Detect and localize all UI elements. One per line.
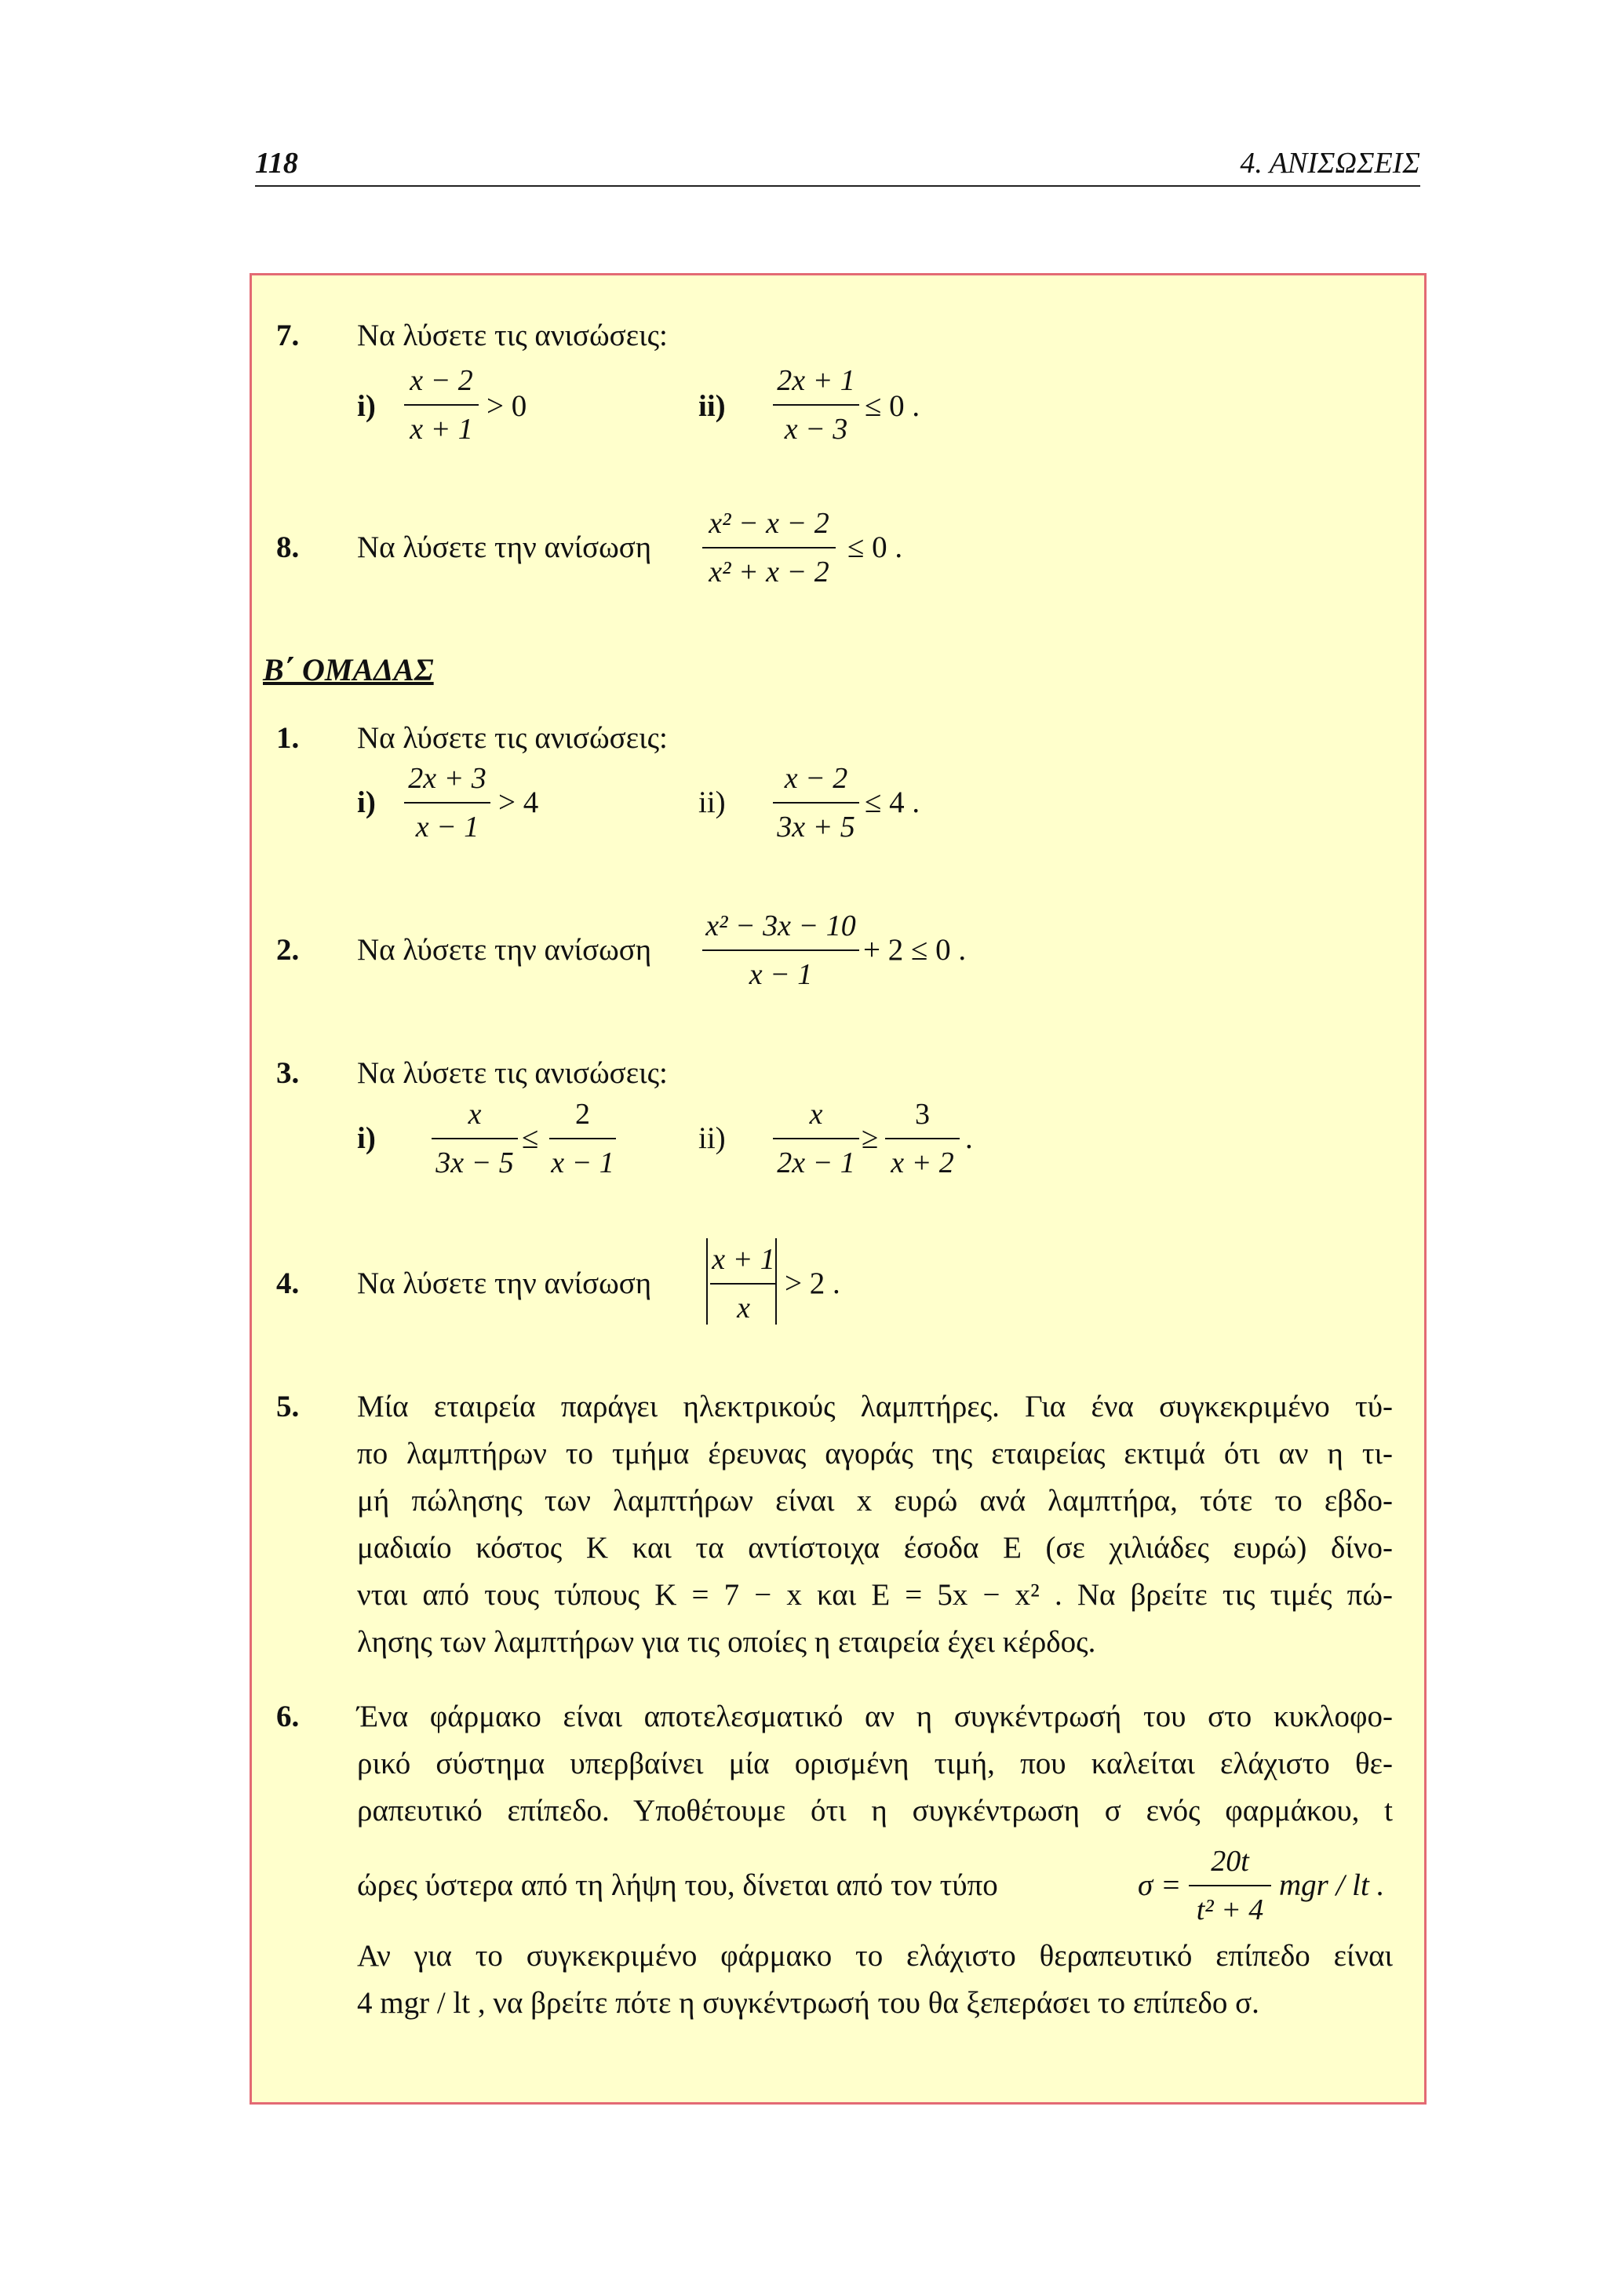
exercise-number: 5. [276,1390,300,1423]
fraction-numerator: x [809,1098,823,1131]
exercise-prompt: Να λύσετε τις ανισώσεις: [357,1056,668,1090]
fraction-numerator: 2x + 1 [777,364,855,397]
page-header [255,146,1420,187]
fraction [702,506,836,596]
fraction [710,1242,777,1332]
fraction-numerator: x [468,1098,482,1131]
text-line: 4 mgr / lt , να βρείτε πότε η συγκέντρωσή του θα ξεπεράσει το επίπεδο σ. [357,1986,1259,2020]
chapter-title: 4. ΑΝΙΣΩΣΕΙΣ [1240,147,1420,180]
text-line: μαδιαίο κόστος K και τα αντίστοιχα έσοδα E (σε χιλιάδες ευρώ) δίνο- [357,1531,1393,1565]
exercise-text [357,1389,1393,1671]
fraction [1189,1844,1271,1934]
absolute-value-bar-right [775,1238,777,1325]
relation: ≥ [862,1121,879,1155]
fraction-denominator: 2x − 1 [777,1146,855,1179]
part-label: ii) [698,1121,726,1155]
fraction-numerator: 2 [575,1098,590,1131]
exercise-prompt: Να λύσετε τις ανισώσεις: [357,319,668,352]
fraction-denominator: x − 1 [749,958,813,991]
exercise-prompt: Να λύσετε την ανίσωση [357,1266,652,1300]
fraction-denominator: x − 1 [415,811,479,844]
fraction-numerator: x − 2 [410,364,473,397]
fraction-denominator: x² + x − 2 [709,556,829,589]
relation: ≤ [522,1121,539,1155]
fraction [404,363,479,454]
fraction-denominator: x + 1 [410,413,473,446]
part-label: i) [357,389,376,423]
exercise-number: 7. [276,319,300,352]
exercise-number: 6. [276,1700,300,1733]
exercise-prompt: Να λύσετε την ανίσωση [357,933,652,967]
fraction-denominator: t² + 4 [1196,1893,1264,1926]
text-line: νται από τους τύπους K = 7 − x και E = 5x − x² . Να βρείτε τις τιμές πώ- [357,1578,1393,1612]
fraction [773,761,859,851]
text-line: ραπευτικό επίπεδο. Υποθέτουμε ότι η συγκέντρωση σ ενός φαρμάκου, t [357,1794,1393,1828]
page-number: 118 [255,147,298,180]
text-line: Μία εταιρεία παράγει ηλεκτρικούς λαμπτήρες. Για ένα συγκεκριμένο τύ- [357,1390,1393,1423]
fraction-numerator: x − 2 [784,762,848,795]
fraction [404,761,490,851]
exercise-prompt: Να λύσετε τις ανισώσεις: [357,721,668,755]
section-title: Β΄ ΟΜΑΔΑΣ [263,652,434,687]
exercise-number: 3. [276,1056,300,1090]
fraction [885,1097,960,1187]
relation: > 0 [486,389,527,423]
part-label: ii) [698,785,726,819]
formula-lhs: σ = [1138,1868,1182,1902]
relation: ≤ 0 . [847,530,903,564]
fraction-denominator: 3x − 5 [435,1146,514,1179]
exercise-number: 8. [276,530,300,564]
relation: + 2 ≤ 0 . [863,933,967,967]
fraction [773,1097,859,1187]
fraction-numerator: x² − 3x − 10 [705,909,856,942]
exercise-number: 1. [276,721,300,755]
fraction-denominator: x + 2 [891,1146,954,1179]
fraction-numerator: x + 1 [712,1243,775,1276]
part-label: i) [357,1121,376,1155]
fraction [432,1097,518,1187]
text-line: λησης των λαμπτήρων για τις οποίες η εταιρεία έχει κέρδος. [357,1625,1096,1659]
relation: ≤ 0 . [865,389,920,423]
relation: > 2 . [785,1266,840,1300]
fraction-numerator: 20t [1211,1845,1249,1878]
part-label: ii) [698,389,726,423]
exercise-prompt: Να λύσετε την ανίσωση [357,530,652,564]
absolute-value-bar-left [706,1238,708,1325]
exercise-text [357,1938,1393,2040]
exercise-number: 4. [276,1266,300,1300]
fraction-denominator: x [737,1292,750,1325]
text-line: μή πώλησης των λαμπτήρων είναι x ευρώ ανά λαμπτήρα, τότε το εβδο- [357,1484,1393,1518]
fraction-denominator: x − 3 [784,413,848,446]
formula-unit: mgr / lt . [1279,1868,1385,1902]
text-line: Ένα φάρμακο είναι αποτελεσματικό αν η συγκέντρωσή του στο κυκλοφο- [357,1700,1393,1733]
exercise-text [357,1699,1393,1848]
fraction [702,909,859,999]
part-label: i) [357,785,376,819]
fraction-numerator: 3 [915,1098,930,1131]
text-line: Αν για το συγκεκριμένο φάρμακο το ελάχιστο θεραπευτικό επίπεδο είναι [357,1939,1393,1973]
exercise-number: 2. [276,933,300,967]
relation: > 4 [498,785,539,819]
fraction-denominator: 3x + 5 [777,811,855,844]
fraction-denominator: x − 1 [551,1146,614,1179]
fraction-numerator: 2x + 3 [408,762,486,795]
fraction [773,363,859,454]
fraction-numerator: x² − x − 2 [709,507,829,540]
relation: . [965,1121,973,1155]
text-line: ρικό σύστημα υπερβαίνει μία ορισμένη τιμή, που καλείται ελάχιστο θε- [357,1747,1393,1780]
text-line: πο λαμπτήρων το τμήμα έρευνας αγοράς της εταιρείας εκτιμά ότι αν η τι- [357,1437,1393,1471]
fraction [549,1097,616,1187]
text-line: ώρες ύστερα από τη λήψη του, δίνεται από τον τύπο [357,1868,998,1902]
relation: ≤ 4 . [865,785,920,819]
